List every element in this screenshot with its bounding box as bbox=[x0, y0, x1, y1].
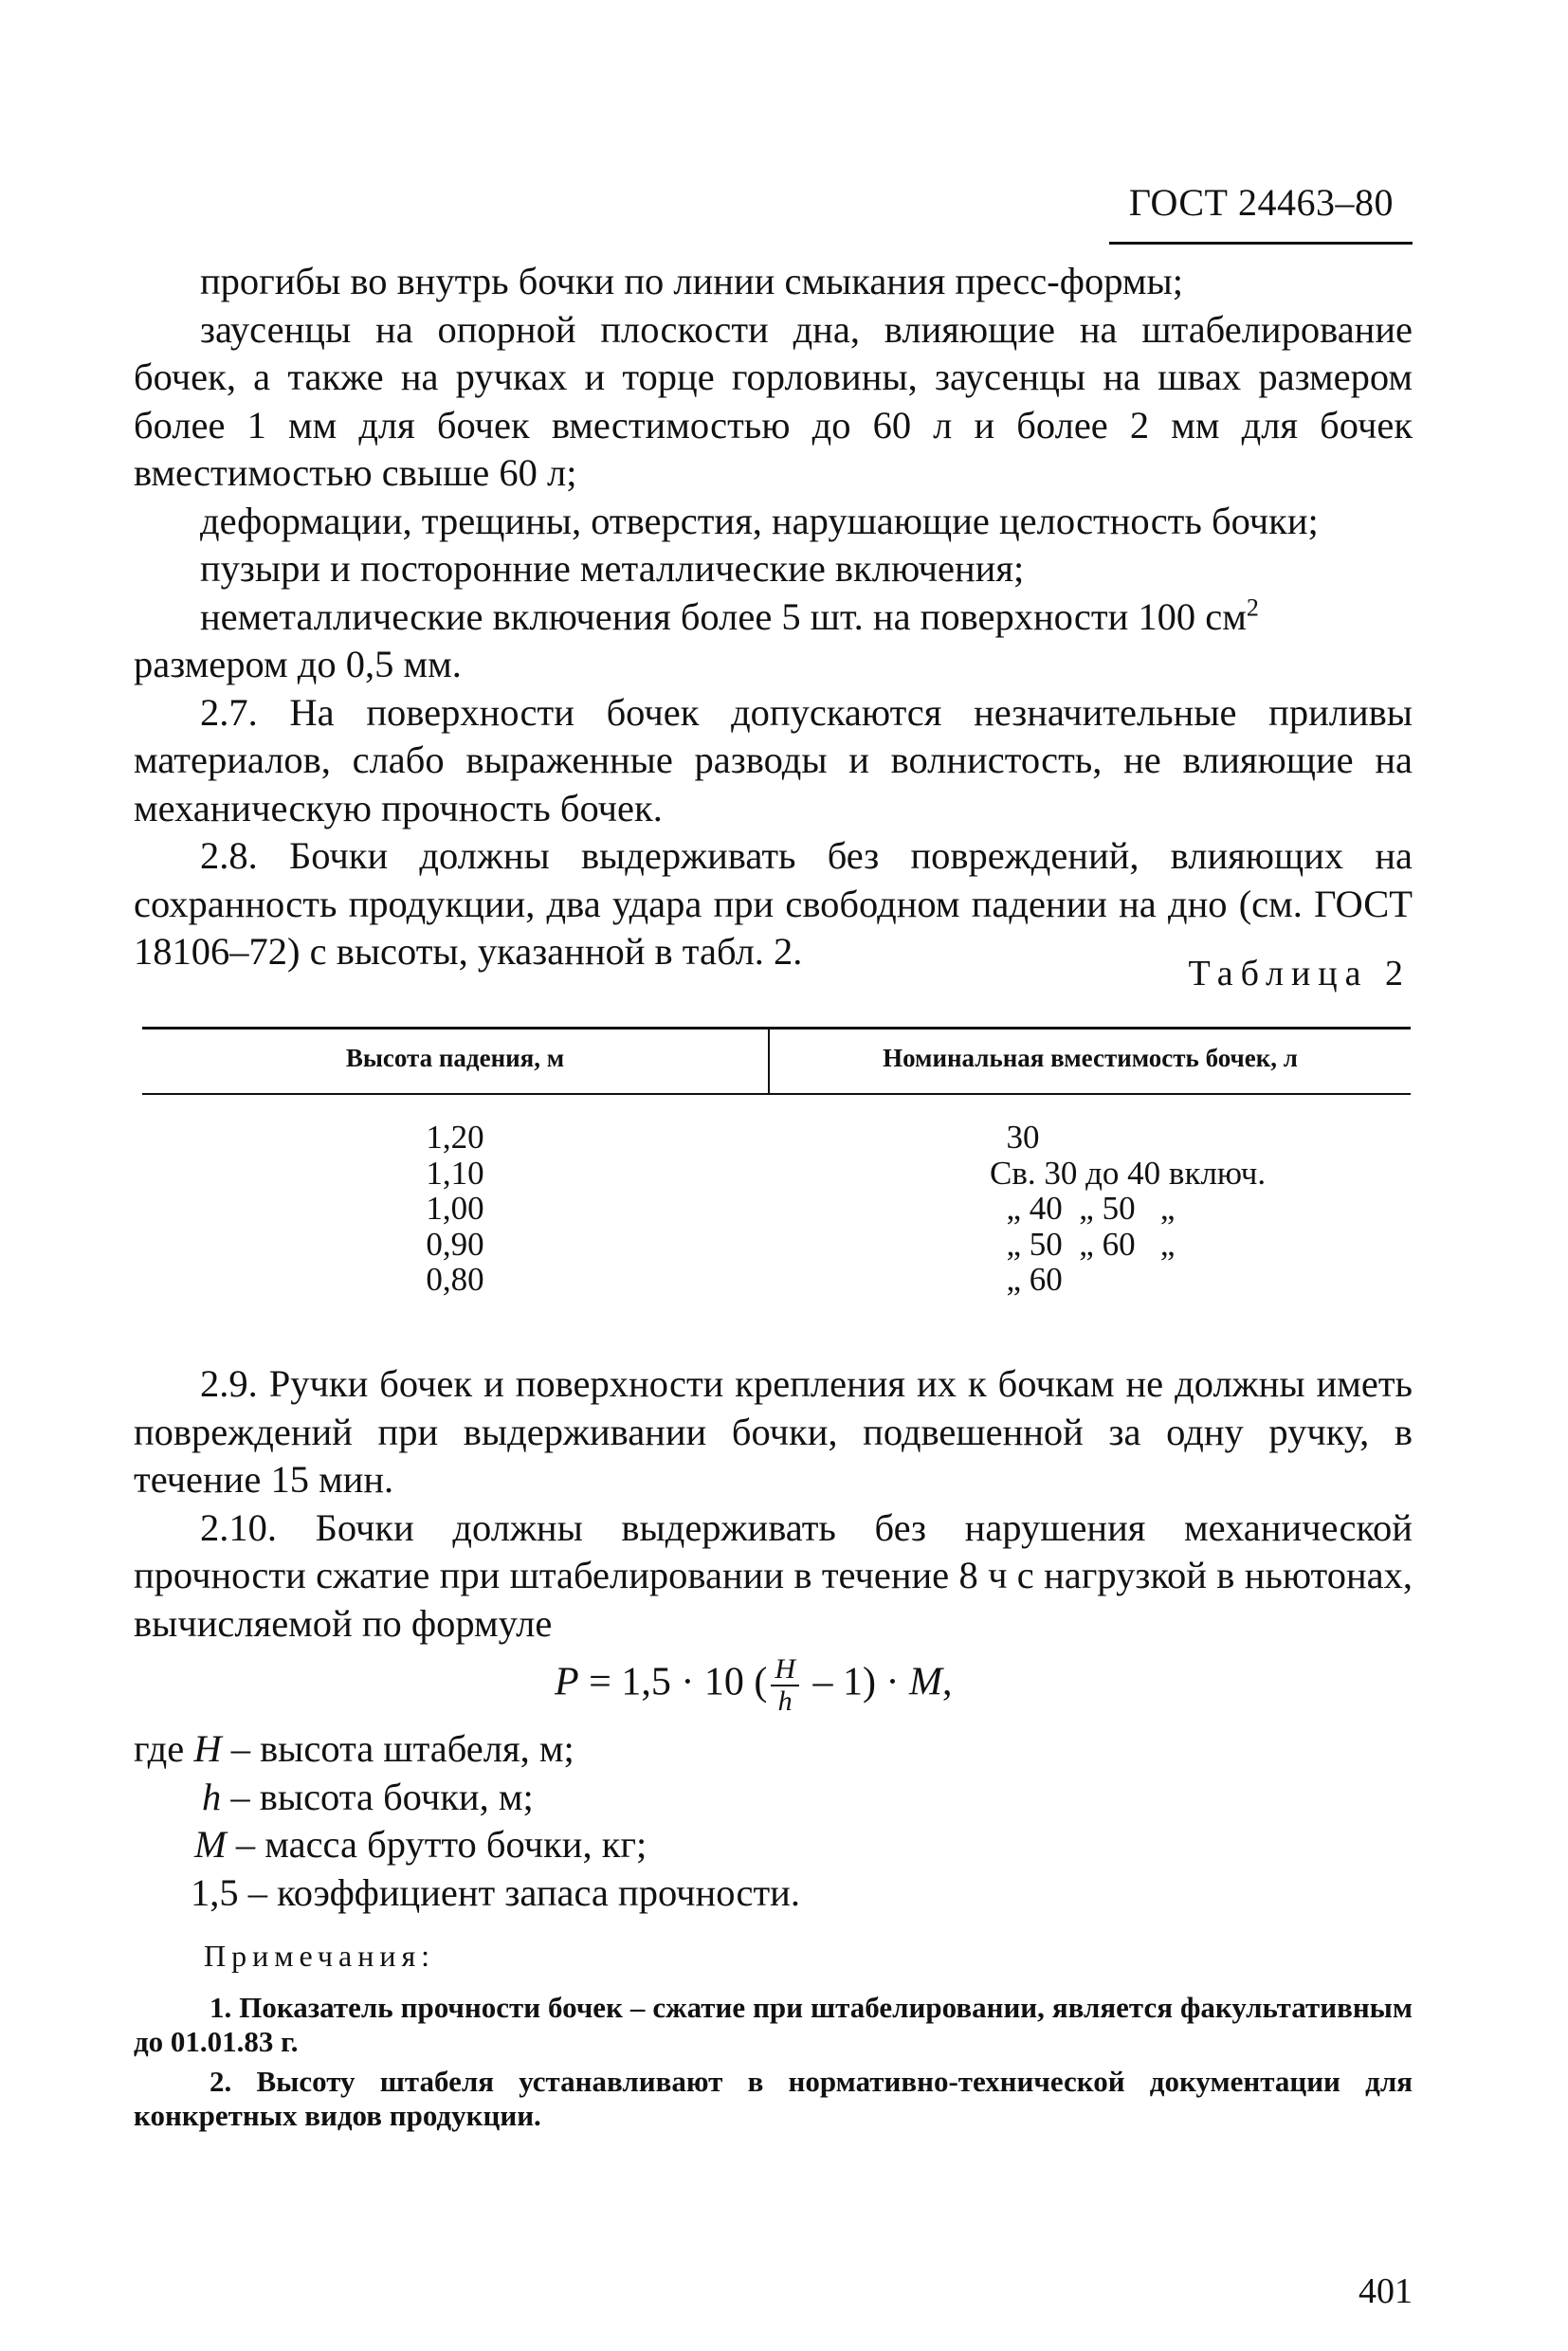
drop-height-table bbox=[142, 1027, 1411, 1297]
note-item: 2. Высоту штабеля устанавливают в нормативно-технической документации для конкретных видов продукции. bbox=[134, 2065, 1413, 2132]
table-header-capacity: Номинальная вместимость бочек, л bbox=[883, 1044, 1298, 1072]
table-cell: „ 40 „ 50 „ bbox=[990, 1190, 1176, 1227]
legend-symbol: M bbox=[194, 1823, 227, 1866]
table-cell: 0,90 bbox=[426, 1225, 484, 1263]
formula-comma: , bbox=[941, 1660, 953, 1704]
legend-symbol: h bbox=[202, 1775, 222, 1818]
table-cell: 0,80 bbox=[426, 1261, 484, 1298]
table-cell: 1,00 bbox=[426, 1190, 484, 1227]
paragraph bbox=[134, 593, 1413, 642]
table-cell: 1,10 bbox=[426, 1154, 484, 1192]
formula-lhs: P bbox=[555, 1660, 579, 1704]
formula-fraction bbox=[771, 1654, 799, 1717]
table-header-height: Высота падения, м bbox=[345, 1044, 565, 1072]
formula-part: – 1) · bbox=[803, 1660, 909, 1704]
clause-2-9: 2.9. Ручки бочек и поверхности крепления их к бочкам не должны иметь повреждений при выдерживании бочки, подвешенной за одну ручку, в течение 15 мин. bbox=[134, 1362, 1413, 1501]
formula-mass: M bbox=[908, 1660, 942, 1704]
fraction-numerator: H bbox=[771, 1654, 799, 1686]
table-rule-header bbox=[142, 1093, 1411, 1095]
paragraph-text: неметаллические включения более 5 шт. на поверхности 100 см bbox=[200, 594, 1247, 638]
legend-line bbox=[134, 1774, 1271, 1822]
legend-line bbox=[134, 1869, 1271, 1918]
notes bbox=[134, 1991, 1413, 2139]
clause-2-8: 2.8. Бочки должны выдерживать без повреждений, влияющих на сохранность продукции, два удара при свободном падении на дно (см. ГОСТ 18106–72) с высоты, указанной в табл. 2. bbox=[134, 834, 1413, 973]
paragraph: деформации, трещины, отверстия, нарушающие целостность бочки; bbox=[200, 499, 1319, 542]
paragraph: размером до 0,5 мм. bbox=[134, 643, 462, 685]
notes-title: Примечания: bbox=[204, 1939, 436, 1973]
clause-2-7: 2.7. На поверхности бочек допускаются незначительные приливы материалов, слабо выраженные разводы и волнистость, не влияющие на механическую прочность бочек. bbox=[134, 690, 1413, 829]
table-rule-top bbox=[142, 1027, 1411, 1030]
superscript: 2 bbox=[1246, 593, 1259, 621]
table-column-capacity bbox=[990, 1120, 1369, 1298]
fraction-denominator: h bbox=[777, 1686, 793, 1717]
clause-2-10: 2.10. Бочки должны выдерживать без нарушения механической прочности сжатие при штабелировании в течение 8 ч с нагрузкой в ньютонах, вычисляемой по формуле bbox=[134, 1505, 1413, 1645]
header-rule bbox=[1109, 242, 1413, 245]
document-code: ГОСТ 24463–80 bbox=[1128, 181, 1394, 224]
legend-text: – высота бочки, м; bbox=[221, 1775, 534, 1818]
table-cell: „ 50 „ 60 „ bbox=[990, 1225, 1176, 1263]
note-item: 1. Показатель прочности бочек – сжатие при штабелировании, является факультативным до 01.01.83 г. bbox=[134, 1991, 1413, 2058]
legend-line bbox=[134, 1821, 1271, 1869]
legend-text: – высота штабеля, м; bbox=[221, 1727, 574, 1770]
legend-text: – масса брутто бочки, кг; bbox=[226, 1823, 647, 1866]
table-caption: Таблица 2 bbox=[1188, 954, 1411, 993]
table-column-height bbox=[142, 1120, 768, 1298]
table-cell: 30 bbox=[990, 1119, 1040, 1156]
table-cell: 1,20 bbox=[426, 1119, 484, 1156]
paragraph: прогибы во внутрь бочки по линии смыкания пресс-формы; bbox=[200, 260, 1183, 302]
body-text-mid bbox=[134, 1360, 1413, 1648]
page-number: 401 bbox=[1358, 2271, 1413, 2311]
legend-text: – коэффициент запаса прочности. bbox=[238, 1870, 800, 1914]
paragraph: заусенцы на опорной плоскости дна, влияющие на штабелирование бочек, а также на ручках и торце горловины, заусенцы на швах размером более 1 мм для бочек вместимостью до 60 л и более 2 мм для бочек вместимостью свыше 60 л; bbox=[134, 307, 1413, 494]
formula-legend bbox=[134, 1725, 1271, 1917]
formula-part: = 1,5 · 10 ( bbox=[578, 1660, 768, 1704]
load-formula bbox=[555, 1654, 952, 1717]
body-text-top bbox=[134, 258, 1413, 976]
paragraph: пузыри и посторонние металлические включения; bbox=[200, 547, 1025, 590]
table-cell: „ 60 bbox=[990, 1261, 1063, 1298]
legend-prefix: где bbox=[134, 1727, 194, 1770]
legend-symbol: 1,5 bbox=[191, 1870, 239, 1914]
legend-line bbox=[134, 1725, 1271, 1774]
legend-symbol: H bbox=[193, 1727, 222, 1770]
table-cell: Св. 30 до 40 включ. bbox=[990, 1154, 1267, 1192]
